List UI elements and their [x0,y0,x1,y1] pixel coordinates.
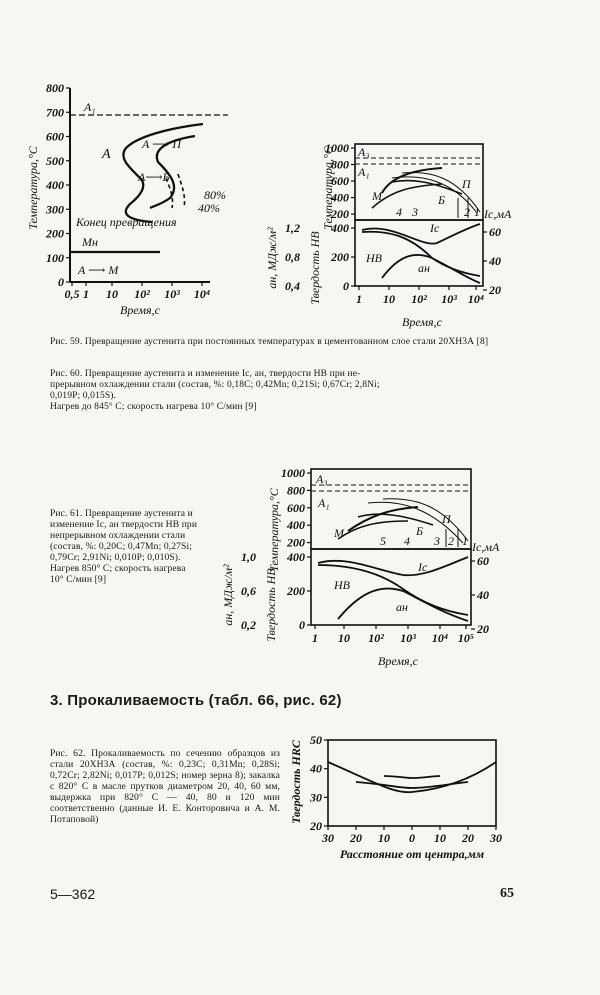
fig59-mn-label: Mн [82,235,98,249]
fig61-p-label: П [442,512,451,526]
fig60-caption-line: 0,019P; 0,015S). [50,390,117,401]
fig60-an-tick: 1,2 [285,221,300,235]
fig60-xlabel: Время,с [402,315,442,329]
fig60-temp-tick: 600 [331,174,349,189]
fig59-xlabel: Время,с [120,303,160,317]
fig61-ylabel-temp: Температура,°С [267,488,281,572]
fig60-n1: 1 [474,205,480,219]
fig60-hb-label: HB [366,251,382,265]
fig60-caption-line: Нагрев до 845° С; скорость нагрева 10° С/мин [9] [50,401,257,412]
fig60-n4: 4 [396,205,402,219]
fig60-a1-label: A₁ [358,165,370,179]
fig59-ytick-label: 100 [46,250,64,265]
fig60-p-label: П [462,177,471,191]
fig59-ytick-label: 600 [46,129,64,144]
fig61-an-tick: 0,6 [241,584,256,598]
fig60-ylabel-hb: Твердость HB [308,231,322,305]
fig61-n5: 5 [380,534,386,548]
fig60-temp-tick: 800 [331,157,349,172]
fig61-temp-tick: 200 [287,535,305,550]
fig59-ytick-label: 0 [58,275,64,289]
fig61-ylabel-an: aн, МДж/м² [221,564,235,626]
fig61-xtick: 10⁴ [431,631,449,645]
fig62-xlabel: Расстояние от центра,мм [339,847,485,861]
fig59-ytick-label: 500 [46,153,64,168]
fig60-caption [50,368,560,412]
fig60-an-tick: 0,8 [285,250,300,264]
fig59-ytick-label: 200 [46,226,64,241]
fig61-xtick: 10⁵ [457,631,475,645]
fig60-ic-label: Iс [430,221,440,235]
fig59-xtick-label: 1 [83,287,89,301]
fig62-chart [284,732,510,868]
fig61-an-tick: 0,2 [241,618,256,632]
fig61-ic-tick: 20 [477,622,489,636]
fig60-ic-tick: 40 [489,254,501,268]
page-number: 65 [500,886,514,901]
fig61-an-tick: 1,0 [241,550,256,564]
fig60-m-label: M [372,189,382,203]
fig60-b-label: Б [438,193,446,207]
fig60-n3: 3 [412,205,418,219]
fig62-ylabel: Твердость HRC [289,740,303,824]
fig62-ytick: 40 [310,761,322,776]
fig60-temp-tick: 1000 [325,141,349,155]
fig59-xtick-label: 0,5 [64,287,80,301]
fig61-ic-label: Iс [418,560,428,574]
fig59-a-label: A [102,147,111,162]
fig61-a3-label: A₃ [316,472,328,486]
fig61-caption: Рис. 61. Превращение аустенита и изменение Iс, aн твердости HB при непрерывном охлаждении стали (состав, %: 0,20С; 0,47Мn; 0,27Si; 0,79Cr; 2,91Ni; 0,010P; 0,010S). Нагрев 850° С; скорость нагрева 10° С/мин [9] [50,508,198,585]
fig61-xtick: 10² [368,631,384,645]
fig60-ic-tick: 60 [489,225,501,239]
fig60-hb-tick: 200 [331,250,349,264]
fig62-xtick: 20 [350,831,362,845]
fig61-xlabel: Время,с [378,654,418,668]
fig59-ytick-label: 700 [46,105,64,120]
fig61-hb-tick: 400 [287,550,305,564]
fig62-xtick: 30 [490,831,502,845]
fig62-xtick: 10 [434,831,446,845]
fig60-ic-tick: 20 [489,283,501,297]
section-title: 3. Прокаливаемость (табл. 66, рис. 62) [50,692,342,709]
fig59-xtick-label: 10⁴ [193,287,211,301]
fig61-ylabel-ic: Iс,мА [472,540,500,554]
fig62-xtick: 20 [462,831,474,845]
fig59-a1-label: A₁ [84,100,96,114]
fig59-ytick-label: 400 [46,178,64,192]
fig60-temp-tick: 200 [331,207,349,222]
fig60-hb-tick: 0 [343,279,349,293]
fig59-80pct-label: 80% [204,188,226,202]
fig62-xtick: 0 [409,831,415,845]
fig61-hb-tick: 200 [287,584,305,598]
fig60-an-label: aн [418,261,430,275]
fig61-temp-tick: 600 [287,500,305,515]
fig60-a3-label: A₃ [358,145,370,159]
fig59-caption: Рис. 59. Превращение аустенита при постоянных температурах в цементованном слое стали 20ХН3А [8] [50,336,489,347]
fig61-a1-label: A₁ [318,496,330,510]
fig61-hb-tick: 0 [299,618,305,632]
fig61-xtick: 10³ [400,631,416,645]
fig59-chart [20,78,250,318]
fig61-b-label: Б [416,524,424,538]
fig60-chart [262,118,532,328]
fig62-caption: Рис. 62. Прокаливаемость по сечению образцов из стали 20ХН3А (состав, %: 0,23С; 0,31Мn; 0,28Si; 0,72Cr; 2,82Ni; 0,017P; 0,012S; номер зерна 8); закалка с 820° С в масле прутков диаметром 20, 40, 60 мм, выдержка при 820° С — 40, 80 и 120 мин соответственно (данные И. Е. Конторовича и А. М. Потаповой) [50,748,280,825]
fig61-n4: 4 [404,534,410,548]
fig60-xtick: 10³ [441,292,457,306]
fig59-a-to-p-label: A ⟶ П [142,137,181,151]
fig61-temp-tick: 800 [287,483,305,498]
fig59-a-to-b-label: A⟶Б [138,170,170,184]
fig60-ylabel-an: aн, МДж/м² [265,227,279,289]
fig60-caption-line: прерывном охлаждении стали (состав, %: 0,18С; 0,42Мn; 0,21Si; 0,67Cr; 2,8Ni; [50,379,380,390]
fig59-40pct-label: 40% [198,201,220,215]
fig59-xtick-label: 10³ [164,287,180,301]
fig60-an-tick: 0,4 [285,279,300,293]
fig61-ic-tick: 60 [477,554,489,568]
fig60-xtick: 1 [356,292,362,306]
fig61-ylabel-hb: Твердость HB [264,568,278,642]
fig60-hb-tick: 400 [331,221,349,235]
fig59-ylabel: Температура,°С [26,146,40,230]
fig60-xtick: 10² [411,292,427,306]
fig60-temp-tick: 400 [331,190,349,205]
fig61-temp-tick: 400 [287,518,305,533]
fig61-an-label: aн [396,600,408,614]
fig61-temp-tick: 1000 [281,466,305,480]
fig61-xtick: 10 [338,631,350,645]
fig62-ytick: 30 [310,790,322,805]
fig62-ytick: 50 [310,733,322,747]
fig61-hb-label: HB [334,578,350,592]
fig60-caption-line: Рис. 60. Превращение аустенита и изменение Iс, aн, твердости HB при не- [50,368,361,379]
fig61-chart [218,455,528,670]
fig62-xtick: 30 [322,831,334,845]
fig59-ytick-label: 300 [46,202,64,217]
fig61-n3: 3 [434,534,440,548]
fig60-ylabel-ic: Iс,мА [484,207,512,221]
fig61-m-label: M [334,526,344,540]
fig61-n2: 2 [448,534,454,548]
fig60-n2: 2 [464,205,470,219]
page-signature: 5—362 [50,886,96,902]
fig60-ylabel-temp: Температура,°С [321,146,335,230]
fig60-xtick: 10⁴ [467,292,485,306]
fig59-a-to-m-label: A ⟶ M [78,263,119,277]
fig61-n1: 1 [462,534,468,548]
fig60-xtick: 10 [383,292,395,306]
fig62-xtick: 10 [378,831,390,845]
fig59-xtick-label: 10² [134,287,150,301]
fig61-ic-tick: 40 [477,588,489,602]
fig62-ytick: 20 [310,819,322,833]
fig59-ytick-label: 800 [46,81,64,95]
fig59-xtick-label: 10 [106,287,118,301]
fig59-konec-label: Конец превращения [76,215,177,229]
fig61-xtick: 1 [312,631,318,645]
